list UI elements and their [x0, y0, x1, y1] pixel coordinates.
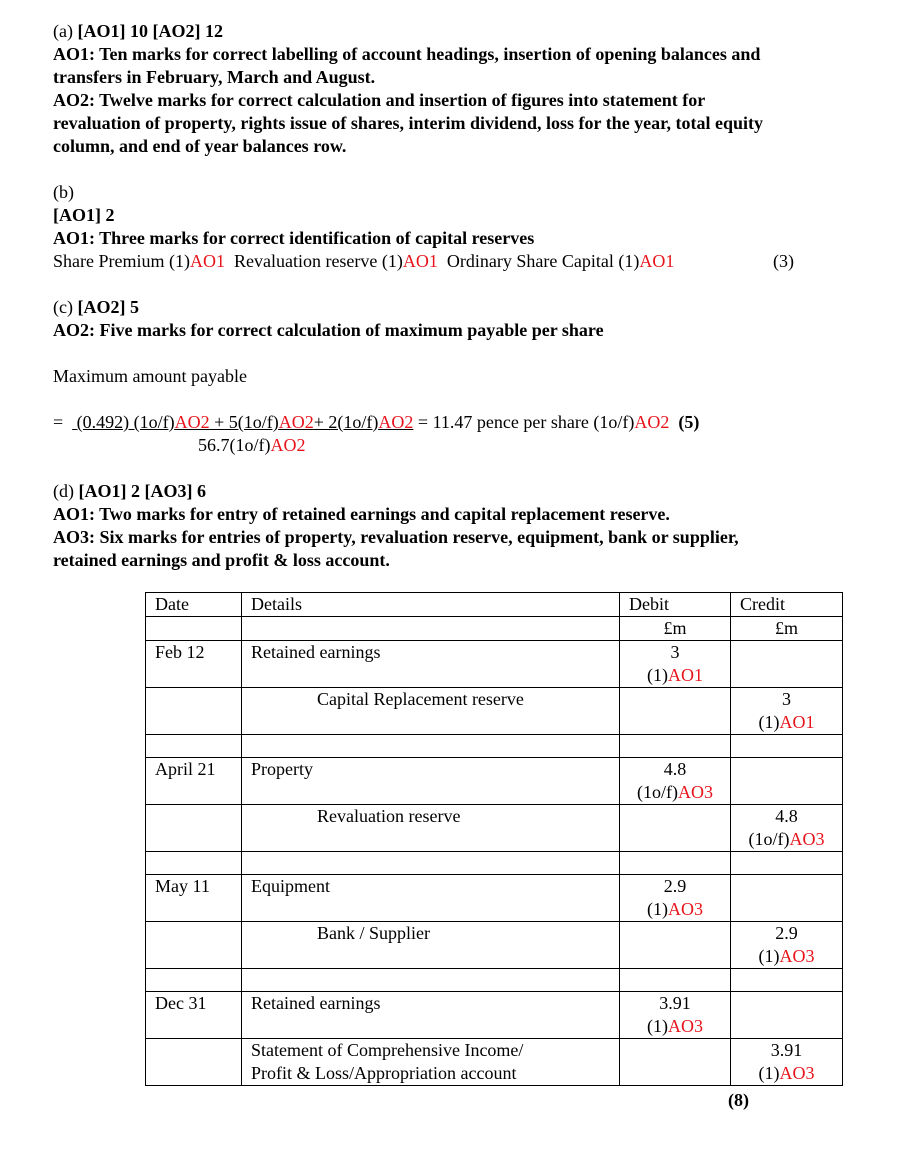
details-cell: Retained earnings — [242, 641, 620, 688]
date-cell: Dec 31 — [146, 992, 242, 1039]
header-date: Date — [146, 593, 242, 617]
details-cell: Capital Replacement reserve — [242, 688, 620, 735]
part-d-ao1: AO1: Two marks for entry of retained earnings and capital replacement reserve. — [53, 504, 670, 524]
table-row — [146, 758, 843, 805]
debit-cell: 2.9 (1)AO3 — [620, 875, 731, 922]
blank-row — [146, 852, 843, 875]
date-cell — [146, 688, 242, 735]
credit-cell — [731, 641, 843, 688]
date-cell: May 11 — [146, 875, 242, 922]
blank-row — [146, 969, 843, 992]
date-cell — [146, 1039, 242, 1086]
part-a-ao2b: revaluation of property, rights issue of shares, interim dividend, loss for the year, total equity — [53, 113, 764, 133]
credit-cell: 3 (1)AO1 — [731, 688, 843, 735]
units-credit: £m — [731, 617, 843, 641]
part-d-ao3: AO3: Six marks for entries of property, revaluation reserve, equipment, bank or supplier, — [53, 527, 739, 547]
credit-cell: 4.8 (1o/f)AO3 — [731, 805, 843, 852]
credit-cell — [731, 969, 843, 992]
blank-row — [146, 735, 843, 758]
credit-cell: 3.91 (1)AO3 — [731, 1039, 843, 1086]
date-cell — [146, 735, 242, 758]
part-a-ao2: AO2: Twelve marks for correct calculation and insertion of figures into statement for — [53, 90, 706, 110]
debit-cell: 3.91 (1)AO3 — [620, 992, 731, 1039]
table-row — [146, 992, 843, 1039]
journal-table — [145, 592, 843, 1086]
details-cell: Equipment — [242, 875, 620, 922]
credit-cell — [731, 758, 843, 805]
units-date — [146, 617, 242, 641]
debit-cell — [620, 922, 731, 969]
part-b-answer: Share Premium (1)AO1 Revaluation reserve (1)AO1 Ordinary Share Capital (1)AO1 (3) — [53, 251, 794, 271]
details-cell: Retained earnings — [242, 992, 620, 1039]
details-cell: Bank / Supplier — [242, 922, 620, 969]
debit-cell — [620, 735, 731, 758]
debit-cell — [620, 688, 731, 735]
details-cell: Statement of Comprehensive Income/ Profit & Loss/Appropriation account — [242, 1039, 620, 1086]
part-a-heading: (a) [AO1] 10 [AO2] 12 — [53, 21, 223, 41]
part-a-ao1b: transfers in February, March and August. — [53, 67, 376, 87]
part-d-ao3b: retained earnings and profit & loss account. — [53, 550, 390, 570]
credit-cell — [731, 875, 843, 922]
part-b-label: (b) — [53, 182, 74, 202]
credit-cell: 2.9 (1)AO3 — [731, 922, 843, 969]
header-debit: Debit — [620, 593, 731, 617]
table-header-row — [146, 593, 843, 617]
date-cell — [146, 805, 242, 852]
debit-cell — [620, 805, 731, 852]
table-row — [146, 688, 843, 735]
credit-cell — [731, 852, 843, 875]
date-cell — [146, 922, 242, 969]
debit-cell: 3 (1)AO1 — [620, 641, 731, 688]
date-cell: April 21 — [146, 758, 242, 805]
details-cell — [242, 969, 620, 992]
units-details — [242, 617, 620, 641]
details-cell — [242, 852, 620, 875]
debit-cell: 4.8 (1o/f)AO3 — [620, 758, 731, 805]
table-row — [146, 922, 843, 969]
header-credit: Credit — [731, 593, 843, 617]
table-units-row — [146, 617, 843, 641]
table-row — [146, 1039, 843, 1086]
part-c-ao2: AO2: Five marks for correct calculation of maximum payable per share — [53, 320, 604, 340]
part-c-denominator: 56.7(1o/f)AO2 — [198, 435, 306, 455]
table-row — [146, 875, 843, 922]
credit-cell — [731, 992, 843, 1039]
details-cell: Revaluation reserve — [242, 805, 620, 852]
date-cell — [146, 969, 242, 992]
part-d-total: (8) — [728, 1090, 749, 1110]
date-cell — [146, 852, 242, 875]
units-debit: £m — [620, 617, 731, 641]
details-cell — [242, 735, 620, 758]
table-row — [146, 641, 843, 688]
debit-cell — [620, 969, 731, 992]
part-c-equation: = (0.492) (1o/f)AO2 + 5(1o/f)AO2+ 2(1o/f)AO2 = 11.47 pence per share (1o/f)AO2 (5) — [53, 412, 700, 432]
part-a-ao1: AO1: Ten marks for correct labelling of account headings, insertion of opening balances and — [53, 44, 761, 64]
table-row — [146, 805, 843, 852]
part-c-heading: (c) [AO2] 5 — [53, 297, 139, 317]
details-cell: Property — [242, 758, 620, 805]
debit-cell — [620, 852, 731, 875]
part-a-ao2c: column, and end of year balances row. — [53, 136, 347, 156]
part-b-heading: [AO1] 2 — [53, 205, 115, 225]
debit-cell — [620, 1039, 731, 1086]
part-b-ao1: AO1: Three marks for correct identification of capital reserves — [53, 228, 535, 248]
header-details: Details — [242, 593, 620, 617]
part-d-heading: (d) [AO1] 2 [AO3] 6 — [53, 481, 206, 501]
part-c-intro: Maximum amount payable — [53, 366, 247, 386]
credit-cell — [731, 735, 843, 758]
date-cell: Feb 12 — [146, 641, 242, 688]
